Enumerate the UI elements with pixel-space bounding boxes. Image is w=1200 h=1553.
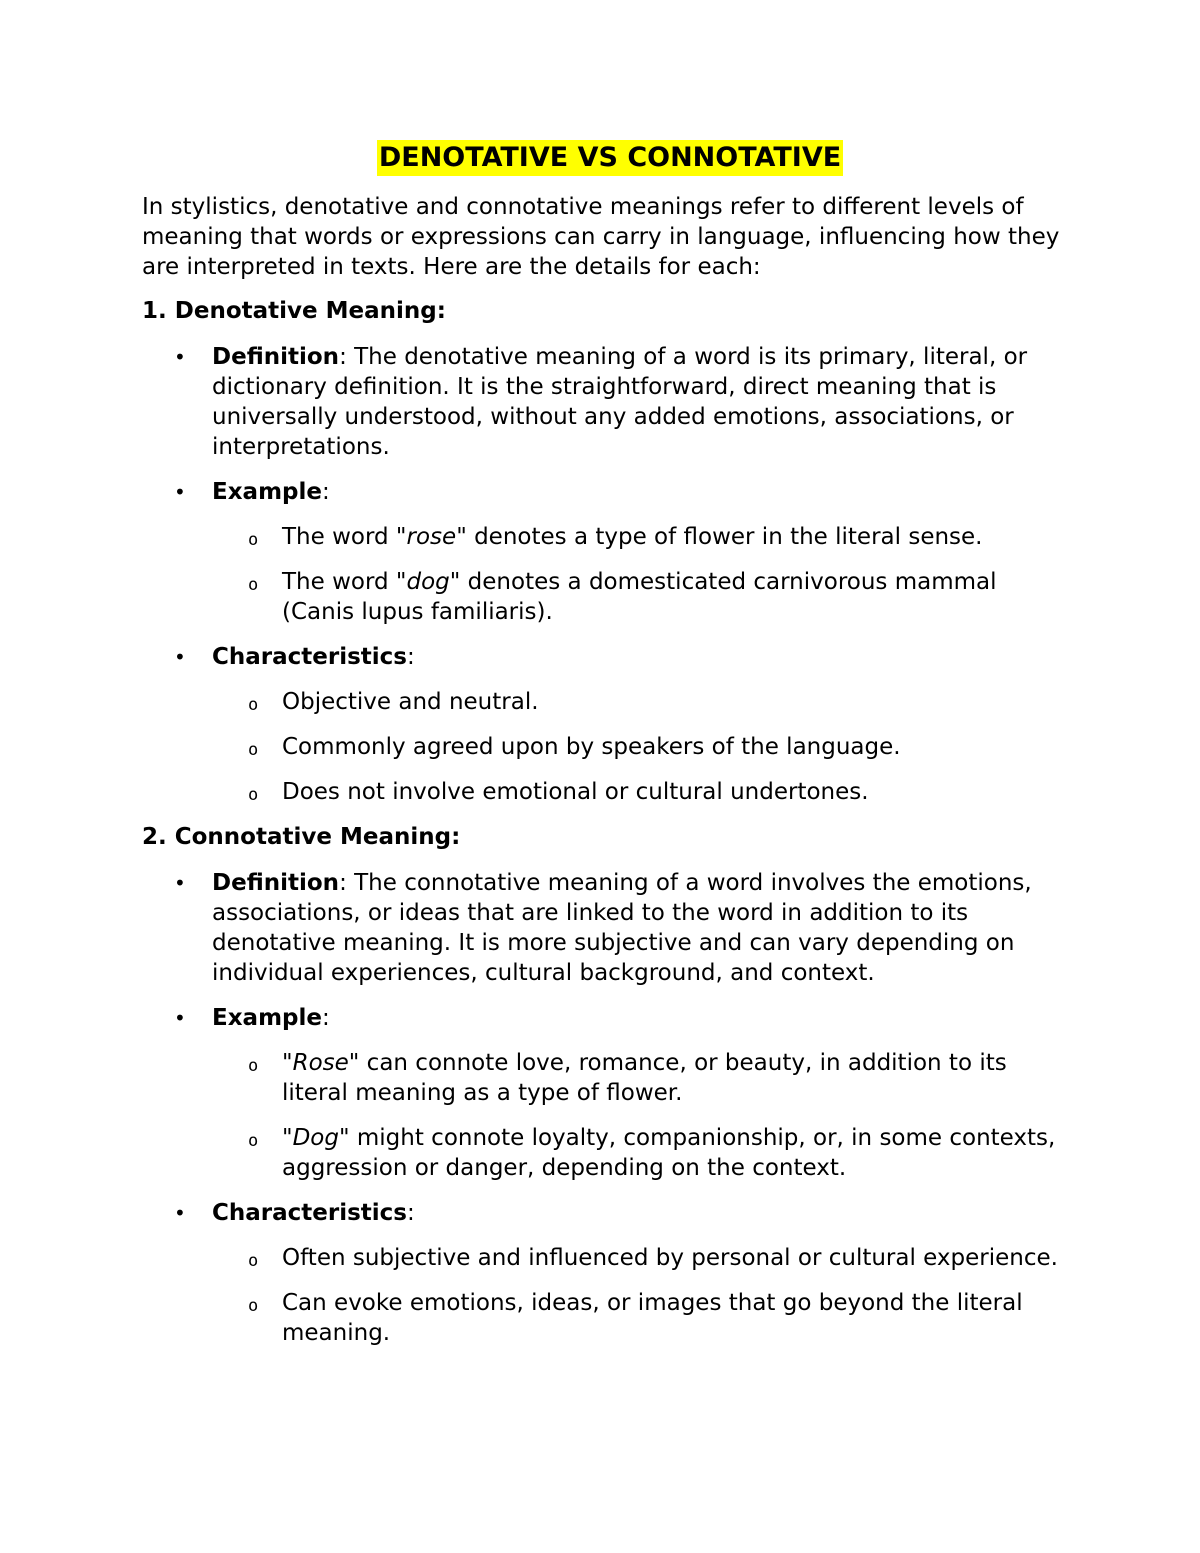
example-post: " denotes a domesticated carnivorous mammal (Canis lupus familiaris). — [282, 569, 997, 625]
characteristics-label: Characteristics — [212, 1200, 407, 1226]
section-bullet-list — [142, 342, 1062, 807]
example-suffix: : — [321, 479, 330, 505]
characteristic-text: Does not involve emotional or cultural undertones. — [282, 779, 869, 805]
list-item — [212, 1288, 1062, 1348]
characteristic-text: Objective and neutral. — [282, 689, 539, 715]
list-item — [212, 732, 1062, 762]
section-heading: 2. Connotative Meaning: — [142, 824, 461, 850]
characteristics-item — [142, 642, 1062, 807]
sub-bullet-icon: o — [248, 740, 259, 760]
example-post: " denotes a type of flower in the literal sense. — [456, 524, 983, 550]
sub-bullet-icon: o — [248, 530, 259, 550]
sub-bullet-icon: o — [248, 575, 259, 595]
section-connotative — [142, 822, 1062, 1348]
sub-bullet-icon: o — [248, 1056, 259, 1076]
characteristics-item — [142, 1198, 1062, 1348]
sub-bullet-icon: o — [248, 1131, 259, 1151]
example-term: rose — [406, 524, 457, 550]
list-item — [212, 567, 1062, 627]
list-item — [212, 522, 1062, 552]
example-item — [142, 477, 1062, 627]
example-suffix: : — [321, 1005, 330, 1031]
characteristics-suffix: : — [406, 1200, 415, 1226]
bullet-icon: • — [174, 645, 186, 669]
example-item — [142, 1003, 1062, 1183]
list-item — [212, 1243, 1062, 1273]
list-item — [212, 1048, 1062, 1108]
list-item — [212, 687, 1062, 717]
sub-bullet-icon: o — [248, 785, 259, 805]
definition-text: : The connotative meaning of a word involves the emotions, associations, or ideas that are linked to the word in addition to its denotative meaning. It is more subjective and can vary depending on individual experiences, cultural background, and context. — [212, 870, 1032, 986]
characteristics-list — [212, 1243, 1062, 1348]
section-bullet-list — [142, 868, 1062, 1348]
characteristics-suffix: : — [406, 644, 415, 670]
characteristics-label: Characteristics — [212, 644, 407, 670]
intro-paragraph: In stylistics, denotative and connotative meanings refer to different levels of meaning that words or expressions can carry in language, influencing how they are interpreted in texts. Here are the details for each: — [142, 194, 1060, 280]
bullet-icon: • — [174, 480, 186, 504]
bullet-icon: • — [174, 1201, 186, 1225]
document-title: DENOTATIVE VS CONNOTATIVE — [377, 140, 843, 176]
sub-bullet-icon: o — [248, 1296, 259, 1316]
example-term: dog — [406, 569, 450, 595]
sub-bullet-icon: o — [248, 1251, 259, 1271]
example-term: Dog — [292, 1125, 339, 1151]
characteristic-text: Commonly agreed upon by speakers of the language. — [282, 734, 901, 760]
example-post: " can connote love, romance, or beauty, in addition to its literal meaning as a type of flower. — [282, 1050, 1007, 1106]
definition-label: Definition — [212, 870, 340, 896]
bullet-icon: • — [174, 345, 186, 369]
definition-text: : The denotative meaning of a word is its primary, literal, or dictionary definition. It is the straightforward, direct meaning that is universally understood, without any added emotions, associations, or interpretations. — [212, 344, 1028, 460]
characteristic-text: Often subjective and influenced by personal or cultural experience. — [282, 1245, 1058, 1271]
characteristics-list — [212, 687, 1062, 807]
document-page — [142, 140, 1062, 1363]
example-label: Example — [212, 1005, 322, 1031]
characteristic-text: Can evoke emotions, ideas, or images that go beyond the literal meaning. — [282, 1290, 1023, 1346]
example-label: Example — [212, 479, 322, 505]
example-pre: " — [282, 1125, 293, 1151]
definition-item — [142, 868, 1062, 988]
example-term: Rose — [292, 1050, 349, 1076]
definition-item — [142, 342, 1062, 462]
sub-bullet-icon: o — [248, 695, 259, 715]
example-pre: The word " — [282, 569, 407, 595]
section-denotative — [142, 296, 1062, 807]
example-post: " might connote loyalty, companionship, or, in some contexts, aggression or danger, depending on the context. — [282, 1125, 1056, 1181]
list-item — [212, 1123, 1062, 1183]
list-item — [212, 777, 1062, 807]
bullet-icon: • — [174, 871, 186, 895]
section-heading: 1. Denotative Meaning: — [142, 298, 446, 324]
bullet-icon: • — [174, 1006, 186, 1030]
example-list — [212, 522, 1062, 627]
example-pre: The word " — [282, 524, 407, 550]
title-wrap — [142, 140, 1062, 176]
example-list — [212, 1048, 1062, 1183]
example-pre: " — [282, 1050, 293, 1076]
definition-label: Definition — [212, 344, 340, 370]
